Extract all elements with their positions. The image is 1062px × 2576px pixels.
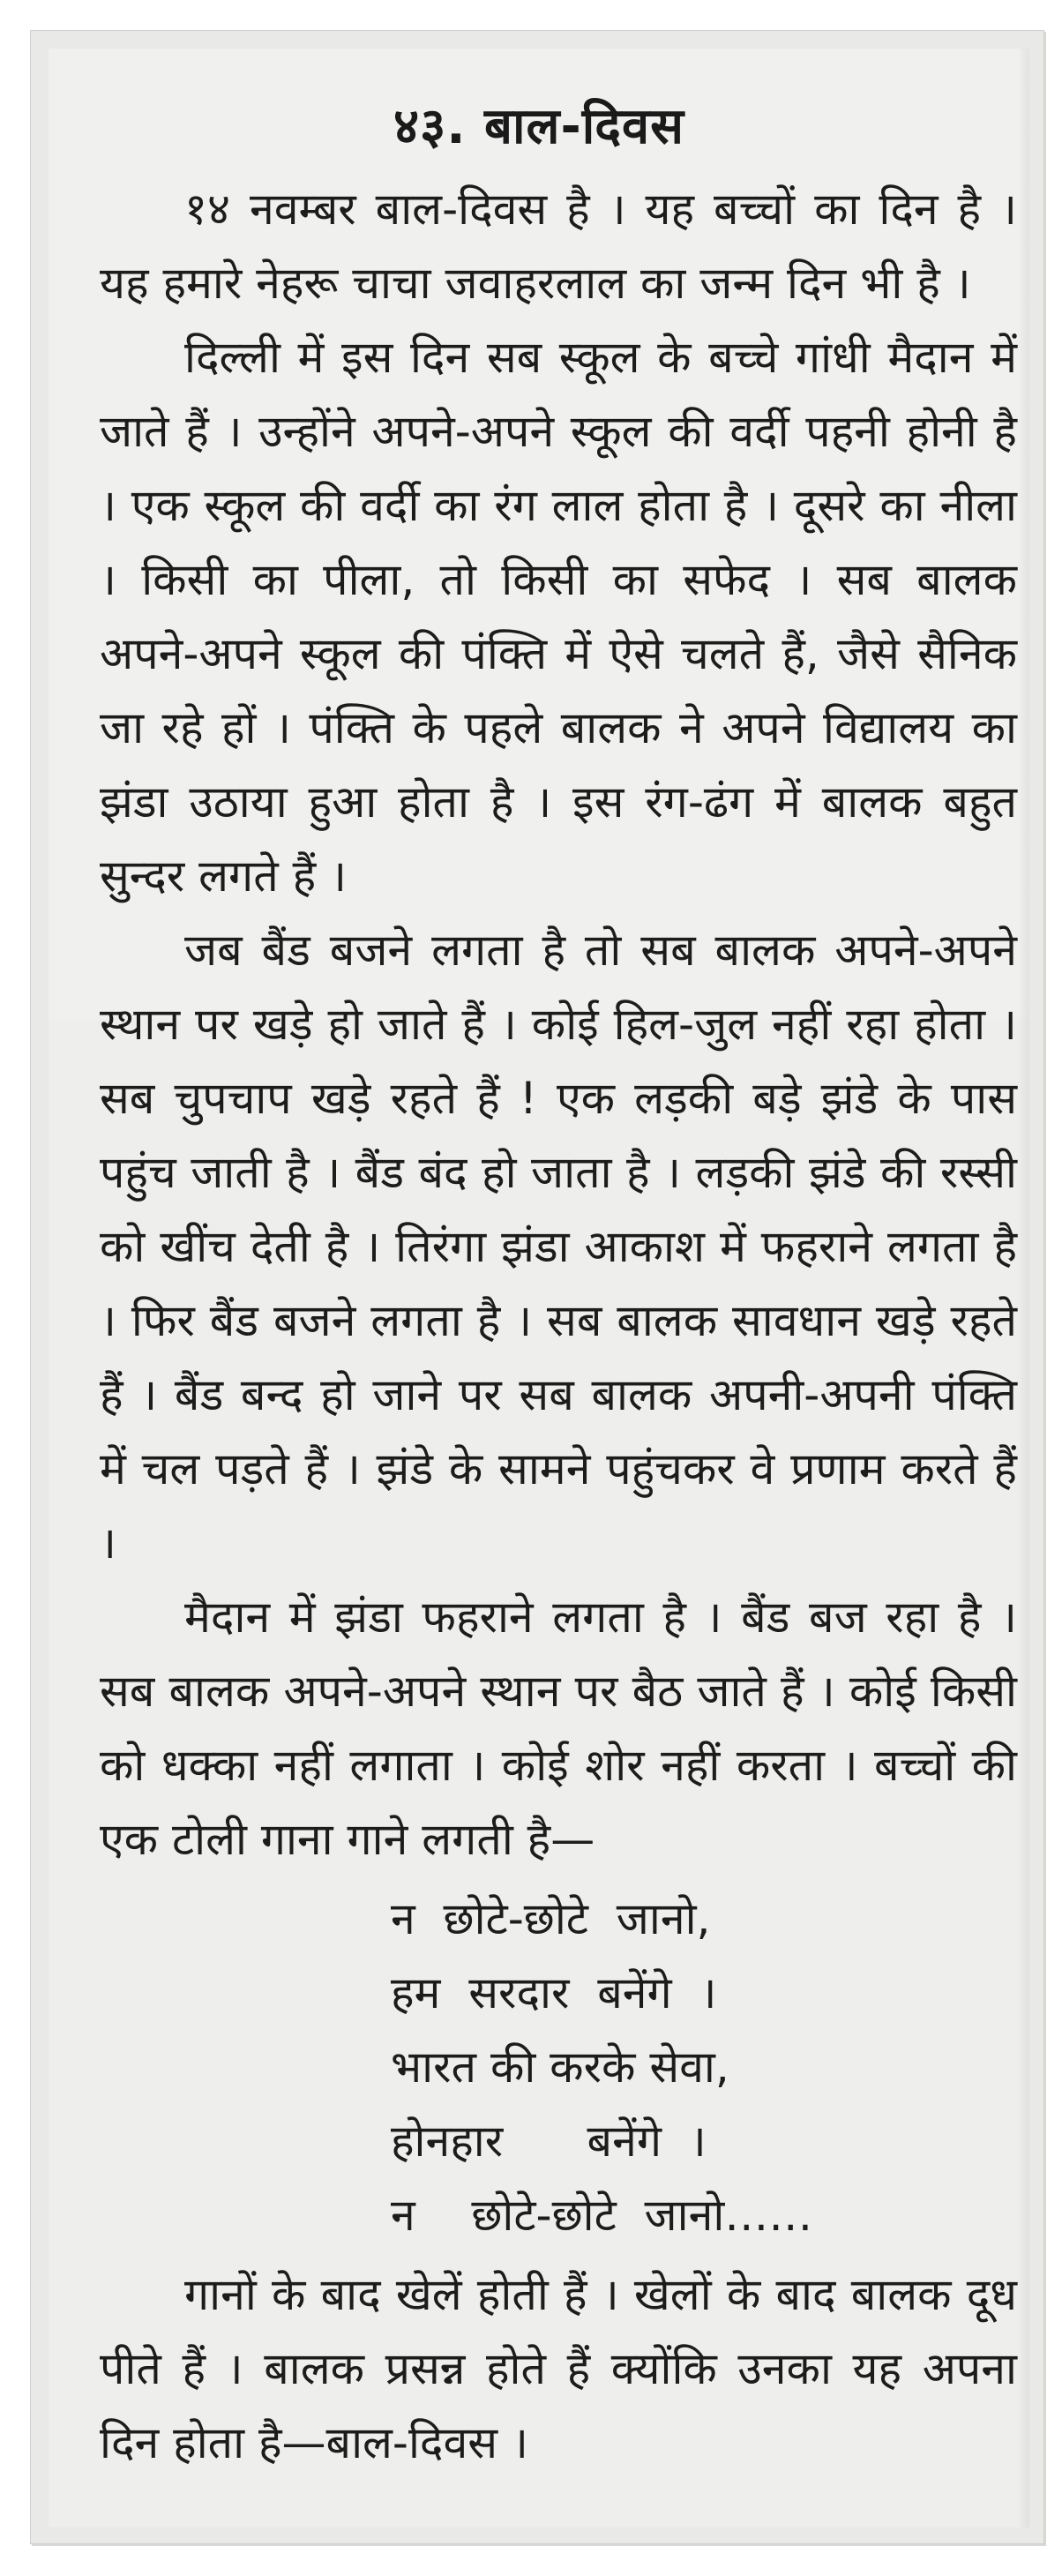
paragraph-2: दिल्ली में इस दिन सब स्कूल के बच्चे गांधी मैदान में जाते हैं । उन्होंने अपने-अपने स्कूल की वर्दी पहनी होनी है । एक स्कूल की वर्दी का रंग लाल होता है । दूसरे का नीला । किसी का पीला, तो किसी का सफेद । सब बालक अपने-अपने स्कूल की पंक्ति में ऐसे चलते हैं, जैसे सैनिक जा रहे हों । पंक्ति के पहले बालक ने अपने विद्यालय का झंडा उठाया हुआ होता है । इस रंग-ढंग में बालक बहुत सुन्दर लगते हैं । (100, 332, 1017, 902)
verse-line-1: न छोटे-छोटे जानो, (391, 1893, 711, 1944)
verse-line-2: हम सरदार बनेंगे । (391, 1967, 717, 2018)
verse-line-4: होनहार बनेंगे । (391, 2115, 707, 2167)
chapter-body (100, 172, 1017, 2480)
paragraph-4: मैदान में झंडा फहराने लगता है । बैंड बज रहा है । सब बालक अपने-अपने स्थान पर बैठ जाते हैं । कोई किसी को धक्का नहीं लगाता । कोई शोर नहीं करता । बच्चों की एक टोली गाना गाने लगती है— (100, 1591, 1017, 1865)
scanned-page-frame (30, 30, 1044, 2544)
song-verse (100, 1882, 1017, 2252)
page-edge-shadow (1017, 49, 1029, 2527)
verse-line-5: न छोटे-छोटे जानो…… (391, 2190, 813, 2241)
chapter-title: ४३. बाल-दिवस (393, 98, 684, 155)
verse-line-3: भारत की करके सेवा, (391, 2041, 729, 2093)
book-page (49, 49, 1029, 2527)
closing-paragraph: गानों के बाद खेलें होती हैं । खेलों के बाद बालक दूध पीते हैं । बालक प्रसन्न होते हैं क्योंकि उनका यह अपना दिन होता है—बाल-दिवस । (100, 2269, 1017, 2468)
paragraph-1: १४ नवम्बर बाल-दिवस है । यह बच्चों का दिन है । यह हमारे नेहरू चाचा जवाहरलाल का जन्म दिन भी है । (100, 183, 1017, 309)
paragraph-3: जब बैंड बजने लगता है तो सब बालक अपने-अपने स्थान पर खड़े हो जाते हैं । कोई हिल-जुल नहीं रहा होता । सब चुपचाप खड़े रहते हैं ! एक लड़की बड़े झंडे के पास पहुंच जाती है । बैंड बंद हो जाता है । लड़की झंडे की रस्सी को खींच देती है । तिरंगा झंडा आकाश में फहराने लगता है । फिर बैंड बजने लगता है । सब बालक सावधान खड़े रहते हैं । बैंड बन्द हो जाने पर सब बालक अपनी-अपनी पंक्ति में चल पड़ते हैं । झंडे के सामने पहुंचकर वे प्रणाम करते हैं । (100, 925, 1017, 1569)
